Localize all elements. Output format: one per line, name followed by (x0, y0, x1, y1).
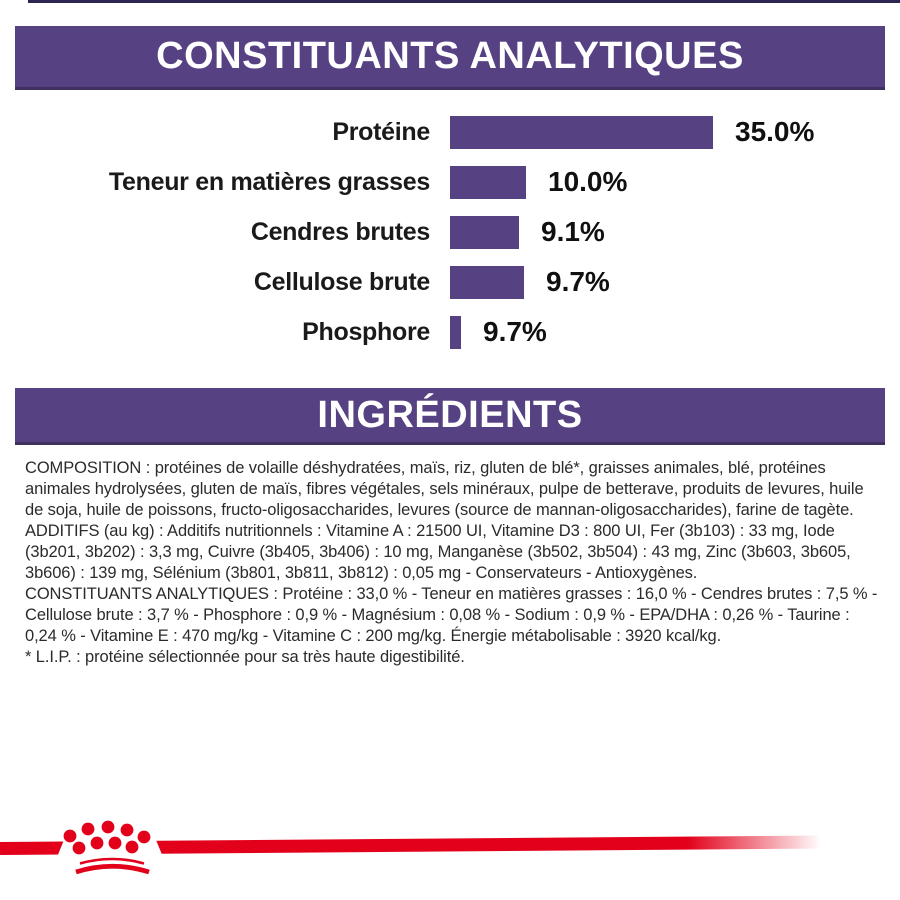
chart-bar (450, 166, 526, 199)
ingredients-banner (15, 388, 885, 445)
chart-row-cellulose-brute (0, 265, 900, 299)
ingredients-title: INGRÉDIENTS (317, 393, 583, 436)
analytical-constituents-paragraph: CONSTITUANTS ANALYTIQUES : Protéine : 33,0 % - Teneur en matières grasses : 16,0 % - Cendres brutes : 7,5 % - Cellulose brute : 3,7 % - Phosphore : 0,9 % - Magnésium : 0,08 % - Sodium : 0,9 % - EPA/DHA : 0,26 % - Taurine : 0,24 % - Vitamine E : 470 mg/kg - Vitamine C : 200 mg/kg. Énergie métabolisable : 3920 kcal/kg. (25, 585, 878, 645)
chart-bar (450, 266, 524, 299)
chart-category-label: Phosphore (302, 317, 430, 346)
chart-value-label: 9.1% (541, 216, 605, 247)
chart-category-label: Teneur en matières grasses (108, 167, 430, 196)
chart-value-label: 10.0% (548, 166, 628, 197)
chart-category-label: Cellulose brute (253, 267, 430, 296)
chart-value-label: 9.7% (483, 316, 547, 347)
chart-value-label: 35.0% (735, 116, 815, 147)
analytical-constituents-banner (15, 26, 885, 90)
chart-bar (450, 216, 519, 249)
chart-value-label: 9.7% (546, 266, 610, 297)
analytical-constituents-title: CONSTITUANTS ANALYTIQUES (156, 35, 744, 77)
ingredients-text-block (25, 458, 881, 668)
lip-footnote: * L.I.P. : protéine sélectionnée pour sa très haute digestibilité. (25, 648, 465, 666)
top-divider-line (28, 0, 900, 3)
chart-row-cendres-brutes (0, 215, 900, 249)
chart-category-label: Protéine (332, 117, 430, 146)
composition-paragraph: COMPOSITION : protéines de volaille déshydratées, maïs, riz, gluten de blé*, graisses animales, blé, protéines animales hydrolysées, gluten de maïs, fibres végétales, sels minéraux, pulpe de betterave, produits de levures, huile de soja, huile de poissons, fructo-oligosaccharides, levures (source de mannan-oligosaccharides), farine de tagète. (25, 459, 864, 519)
chart-row-proteine (0, 115, 900, 149)
analytical-chart (0, 115, 900, 365)
chart-bar (450, 316, 461, 349)
royal-canin-crown-icon (55, 818, 170, 888)
additives-paragraph: ADDITIFS (au kg) : Additifs nutritionnels : Vitamine A : 21500 UI, Vitamine D3 : 800 UI, Fer (3b103) : 33 mg, Iode (3b201, 3b202) : 3,3 mg, Cuivre (3b405, 3b406) : 10 mg, Manganèse (3b502, 3b504) : 43 mg, Zinc (3b603, 3b605, 3b606) : 139 mg, Sélénium (3b801, 3b811, 3b812) : 0,05 mg - Conservateurs - Antioxygènes. (25, 522, 851, 582)
chart-row-phosphore (0, 315, 900, 349)
chart-row-matieres-grasses (0, 165, 900, 199)
chart-category-label: Cendres brutes (250, 217, 430, 246)
chart-bar (450, 116, 713, 149)
